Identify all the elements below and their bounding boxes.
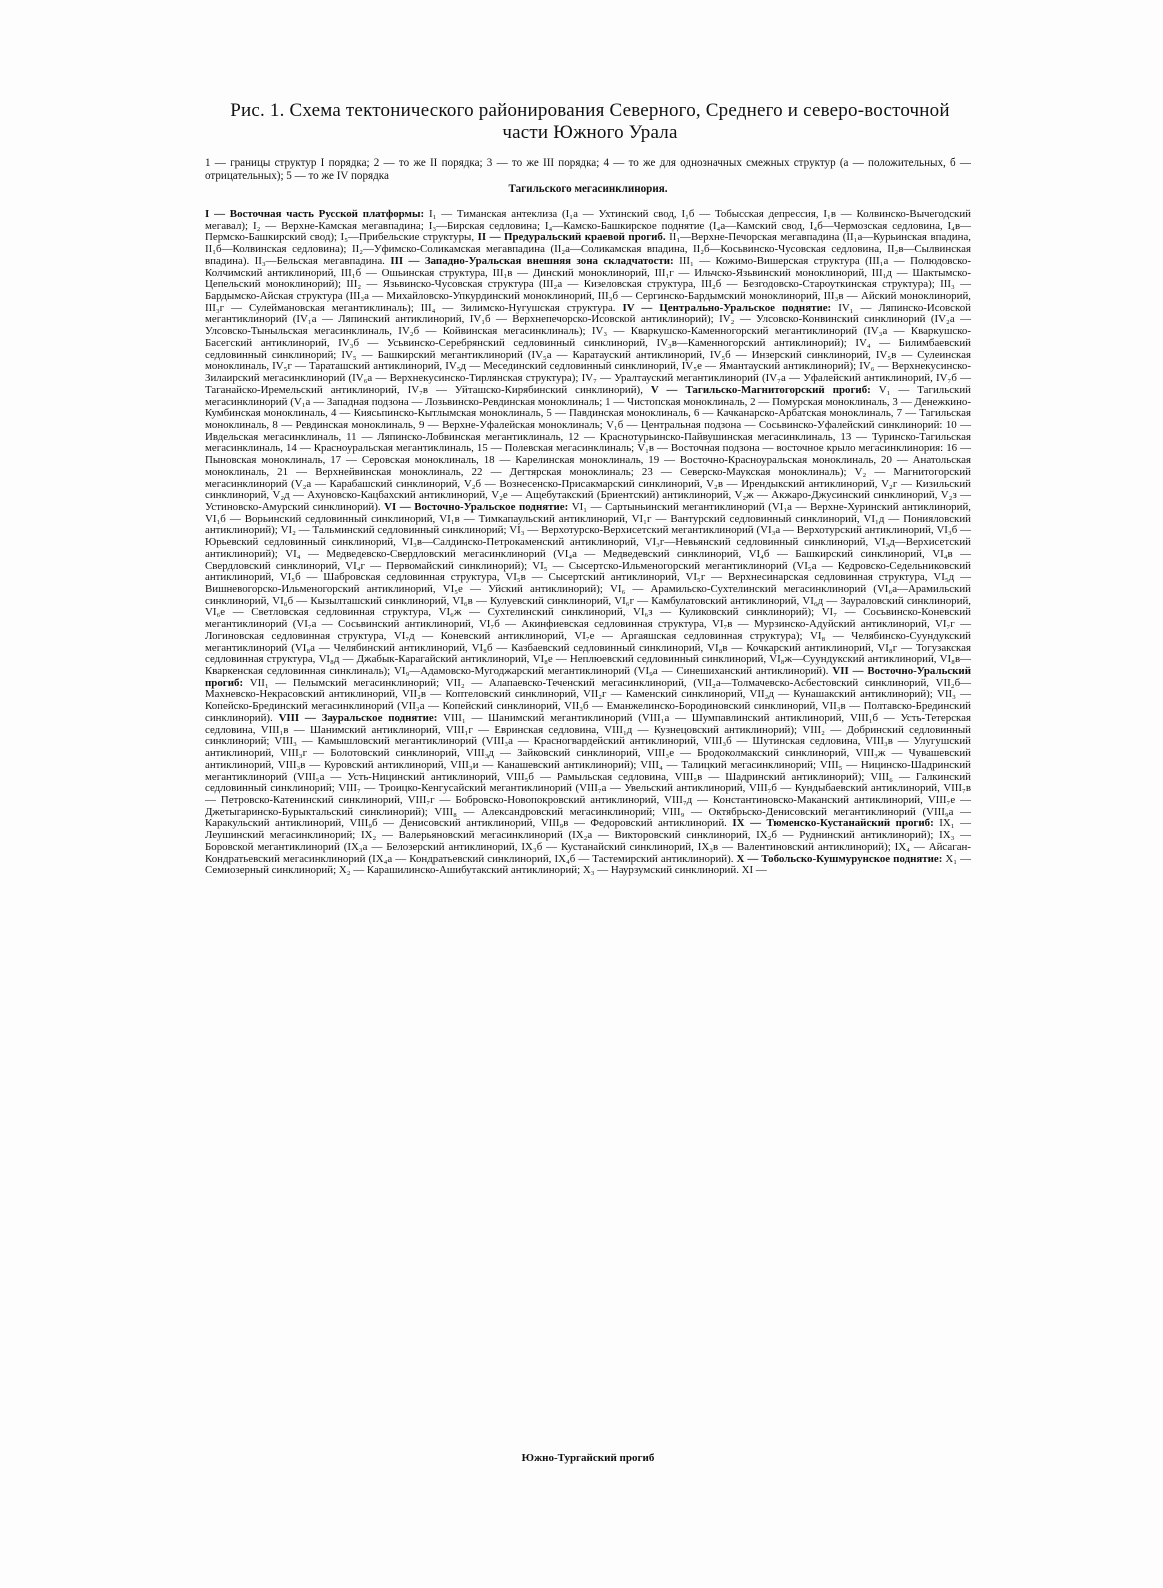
section-text-4: IV₁ — Ляпинско-Исовской мегантиклинорий (IV₁а — Ляпинский антиклинорий, IV₁б — Верхнепечорско-Исовской антиклинорий); IV₂ — Улсовско-Конвинский синклинорий (IV₂а — Улсовско-Тыныльская мегасинклиналь, IV₂б — Койвинская мегасинклиналь); IV₃ — Кваркушско-Каменногорский мегантиклинорий (IV₃а — Кваркушско-Басегский антиклинорий, IV₃б — Усьвинско-Серебрянский седловинный синклинорий, IV₃в—Каменногорский антиклинорий); IV₄ — Билимбаевский седловинный синклинорий; IV₅ — Башкирский мегантиклинорий (IV₅а — Каратауский антиклинорий, IV₅б — Инзерский синклинорий, IV₅в — Сулеинская моноклиналь, IV₅г — Тараташский антиклинорий, IV₅д — Месединский седловинный синклинорий, IV₅е — Ямантауский антиклинорий); IV₆ — Верхнекусинско-Зилаирский мегасинклинорий (IV₆а — Верхнекусинско-Тирлянская структура); IV₇ — Уралтауский мегантиклинорий (IV₇а — Уфалейский антиклинорий, IV₇б — Таганайско-Иремельский антиклинорий, IV₇в — Уйташско-Кирябинский синклинорий), — [205, 301, 971, 396]
legend-text: 1 — границы структур I порядка; 2 — то же II порядка; 3 — то же III порядка; 4 — то же для однозначных смежных структур (а — положительных, б — отрицательных); 5 — то же IV порядка — [205, 157, 971, 182]
section-head-7: VII — Восточно-Уральский прогиб: — [205, 665, 971, 689]
section-head-9: IX — Тюменско-Кустанайский прогиб: — [732, 817, 934, 830]
section-head-5: V — Тагильско-Магнитогорский прогиб: — [650, 383, 871, 396]
section-text-5: V₁ — Тагильский мегасинклинорий (V₁а — Западная подзона — Лозьвинско-Ревдинская моноклиналь; 1 — Чистопская моноклиналь, 2 — Помурская моноклиналь, 3 — Денежкино-Кумбинская моноклиналь, 4 — Киясьпинско-Кытлымская моноклиналь, 5 — Павдинская моноклиналь, 6 — Качканарско-Арбатская моноклиналь, 7 — Тагильская моноклиналь, 8 — Ревдинская моноклиналь, 9 — Верхне-Уфалейская моноклиналь; V₁б — Центральная подзона — Сосьвинско-Уфалейский синклинорий: 10 — Ивдельская мегасинклиналь, 11 — Ляпинско-Лобвинская мегантиклиналь, 12 — Краснотурьинско-Пайвушинская мегасинклиналь, 13 — Туринско-Тагильская мегасинклиналь, 14 — Красноуральская мегантиклиналь, 15 — Полевская мегасинклиналь; V₁в — Восточная подзона — восточное крыло мегасинклинория: 16 — Пыновская моноклиналь, 17 — Серовская моноклиналь, 18 — Карелинская моноклиналь, 19 — Восточно-Красноуральская моноклиналь, 20 — Анатольская моноклиналь, 21 — Верхнейвинская моноклиналь, 22 — Дегтярская моноклиналь; 23 — Северско-Маукская моноклиналь); V₂ — Магнитогорский мегасинклинорий (V₂а — Карабашский синклинорий, V₂б — Вознесенско-Присакмарский синклинорий, V₂в — Ирендыкский антиклинорий, V₂г — Кизильский синклинорий, V₂д — Ахуновско-Кацбахский антиклинорий, V₂е — Ащебутакский (Бриентский) антиклинорий, V₂ж — Акжаро-Джусинский синклинорий, V₂з — Устиновско-Амурский синклинорий). — [205, 383, 971, 513]
section-head-6: VI — Восточно-Уральское поднятие: — [384, 500, 569, 513]
final-heading: Южно-Тургайский прогиб — [521, 1452, 655, 1464]
section-head-8: VIII — Зауральское поднятие: — [278, 711, 438, 724]
section-head-4: IV — Центрально-Уральское поднятие: — [622, 301, 832, 314]
section-text-9: IX₁ — Леушинский мегасинклинорий; IX₂ — Валерьяновский мегасинклинорий (IX₂а — Викторовский синклинорий, IX₂б — Руднинский антиклинорий); IX₃ — Боровской мегантиклинорий (IX₃а — Белозерский антиклинорий, IX₃б — Кустанайский синклинорий, IX₃в — Валентиновский антиклинорий); IX₄ — Айсаган-Кондратьевский мегасинклинорий (IX₄а — Кондратьевский синклинорий, IX₄б — Тастемирский антиклинорий). — [205, 817, 971, 865]
section-text-6: VI₁ — Сартыньинский мегантиклинорий (VI₁а — Верхне-Хуринский антиклинорий, VI₁б — Ворьинский седловинный синклинорий, VI₁в — Тимкапаульский антиклинорий, VI₁г — Вантурский седловинный синклинорий, VI₁д — Понияловский антиклинорий); VI₂ — Тальминский седловинный синклинорий; VI₃ — Верхотурско-Верхисетский мегантиклинорий (VI₃а — Верхотурский антиклинорий, VI₃б — Юрьевский седловинный синклинорий, VI₃в—Салдинско-Петрокаменский антиклинорий, VI₃г—Невьянский седловинный синклинорий, VI₃д—Верхисетский антиклинорий); VI₄ — Медведевско-Свердловский мегасинклинорий (VI₄а — Медведевский синклинорий, VI₄б — Башкирский синклинорий, VI₄в — Свердловский синклинорий, VI₄г — Первомайский синклинорий); VI₅ — Сысертско-Ильменогорский мегантиклинорий (VI₅а — Кедровско-Седельниковский антиклинорий, VI₅б — Шабровская седловинная структура, VI₅в — Сысертский антиклинорий, VI₅г — Верхнесинарская седловинная структура, VI₅д — Вишневогорско-Ильменогорский антиклинорий, VI₅е — Уйский антиклинорий); VI₆ — Арамильско-Сухтелинский мегасинклинорий (VI₆а—Арамильский синклинорий, VI₆б — Кызылташский синклинорий, VI₆в — Кулуевский синклинорий, VI₆г — Камбулатовский антиклинорий, VI₆д — Зауралoвский синклинорий, VI₆е — Светловская седловинная структура, VI₆ж — Сухтелинский синклинорий, VI₆з — Куликовский синклинорий); VI₇ — Сосьвинско-Коневский мегантиклинорий (VI₇а — Сосьвинский антиклинорий, VI₇б — Акинфиевская седловинная структура, VI₇в — Мурзинско-Адуйский антиклинорий, VI₇г — Логиновская седловинная структура, VI₇д — Коневский антиклинорий, VI₇е — Аргаяшская седловинная структура); VI₈ — Челябинско-Суундукский мегантиклинорий (VI₈а — Челябинский антиклинорий, VI₈б — Казбаевский седловинный синклинорий, VI₈в — Кочкарский антиклинорий, VI₈г — Тогузакская седловинная структура, VI₈д — Джабык-Карагайский антиклинорий, VI₈е — Неплюевский седловинный синклинорий, VI₈ж—Суундукский антиклинорий, VI₈в—Кваркенская седловинная синклиналь); VI₉—Адамовско-Мугоджарский мегантиклинорий (VI₉а — Синешиханский антиклинорий). — [205, 500, 971, 678]
structure-list — [205, 209, 971, 877]
section-text-8: VIII₁ — Шанимский мегантиклинорий (VIII₁а — Шумпавлинский антиклинорий, VIII₁б — Усть-Тетерская седловина, VIII₁в — Шанимский антиклинорий, VIII₁г — Евринская седловина, VIII₁д — Кузнецовский антиклинорий); VIII₂ — Добринский седловинный синклинорий; VIII₃ — Камышловский мегантиклинорий (VIII₃а — Красногвардейский антиклинорий, VIII₃б — Шутинская седловина, VIII₃в — Улугушский антиклинорий, VIII₃г — Болотовский синклинорий, VIII₃д — Зайковский синклинорий, VIII₃е — Бродоколмакский синклинорий, VIII₃ж — Чувашевский антиклинорий, VIII₃в — Куровский антиклинорий, VIII₃и — Канашевский антиклинорий); VIII₄ — Талицкий мегасинклинорий; VIII₅ — Ницинско-Шадринский мегантиклинорий (VIII₅а — Усть-Ницинский антиклинорий, VIII₅б — Рамыльская седловина, VIII₅в — Шадринский антиклинорий); VIII₆ — Галкинский седловинный синклинорий; VIII₇ — Троицко-Кенгусайский мегантиклинорий (VIII₇а — Увельский антиклинорий, VIII₇б — Кундыбаевский антиклинорий, VIII₇в — Петровско-Катенинский синклинорий, VIII₇г — Бобровско-Новопокровский антиклинорий, VIII₇д — Константиновско-Маканский антиклинорий, VIII₇е — Джетыгаринско-Бурыктальский синклинорий); VIII₈ — Александровский мегасинклинорий; VIII₉ — Октябрьско-Денисовский мегантиклинорий (VIII₉а — Каракульский антиклинорий, VIII₉б — Денисовский антиклинорий, VIII₉в — Федоровский антиклинорий. — [205, 711, 971, 830]
section-head-10: X — Тобольско-Кушмурунское поднятие: — [736, 852, 943, 865]
legend-subtitle: Тагильского мегасинклинория. — [508, 182, 668, 195]
figure-legend — [205, 157, 971, 196]
section-head-2: II — Предуральский краевой прогиб. — [477, 231, 666, 244]
section-text-3: III₁ — Кожимо-Вишерская структура (III₁а — Полюдовско-Колчимский антиклинорий, III₁б — Ошьинская структура, III₁в — Динский моноклинорий, III₁г — Ильчско-Язьвинский моноклинорий, III₁д — Шактымско-Цепельский моноклинорий); III₂ — Язьвинско-Чусовская структура (III₂а — Кизеловская структура, III₂б — Безгодовско-Староуткинская структура); III₃ — Бардымско-Айская структура (III₃а — Михайловско-Упкурдинский моноклинорий, III₃б — Сергинско-Бардымский моноклинорий, III₃в — Айский моноклинорий, III₃г — Сулеймановская мегантиклиналь); III₄ — Зилимско-Нугушская структура. — [205, 254, 971, 314]
section-head-1: I — Восточная часть Русской платформы: — [205, 208, 425, 220]
figure-caption — [150, 100, 1030, 144]
section-text-2: II₁—Верхне-Печорская мегавпадина (II₁а—Курьинская впадина, II₁б—Колвинская седловина); II₂—Уфимско-Соликамская мегавпадина (II₂а—Соликамская впадина, II₂б—Косьвинско-Чусовская седловина, II₂в—Сылвинская впадина). II₃—Бельская мегавпадина. — [205, 231, 971, 267]
caption-line-2: части Южного Урала — [502, 122, 678, 143]
section-text-7: VII₁ — Пелымский мегасинклинорий; VII₂ — Алапаевско-Теченский мегасинклинорий, (VII₂а—Толмачевско-Асбестовский синклинорий, VII₂б—Махневско-Некрасовский антиклинорий, VII₂в — Коптеловский синклинорий, VII₂г — Каменский синклинорий, VII₂д — Кунашакский антиклинорий); VII₃ — Копейско-Брединский мегасинклинорий (VII₃а — Копейский синклинорий, VII₃б — Еманжелинско-Бородиновский синклинорий, VII₃в — Полтавско-Брединский синклинорий). — [205, 676, 971, 724]
section-text-1: I₁ — Тиманская антеклиза (I₁а — Ухтинский свод, I₁б — Тобысская депрессия, I₁в — Колвинско-Вычегодский мегавал); I₂ — Верхне-Камская мегавпадина; I₃—Бирская седловина; I₄—Камско-Башкирское поднятие (I₄а—Камский свод, I₄б—Чермозская седловина, I₄в—Пермско-Башкирский свод); I₅—Прибельские структуры, — [205, 208, 971, 244]
caption-line-1: Рис. 1. Схема тектонического районирования Северного, Среднего и северо-восточной — [230, 100, 950, 121]
section-head-3: III — Западно-Уральская внешняя зона складчатости: — [390, 254, 674, 267]
section-text-10: X₁ — Семиозерный синклинорий; X₂ — Карашилинско-Ашибутакский антиклинорий; X₃ — Наурзумский синклинорий. XI — — [205, 852, 972, 877]
